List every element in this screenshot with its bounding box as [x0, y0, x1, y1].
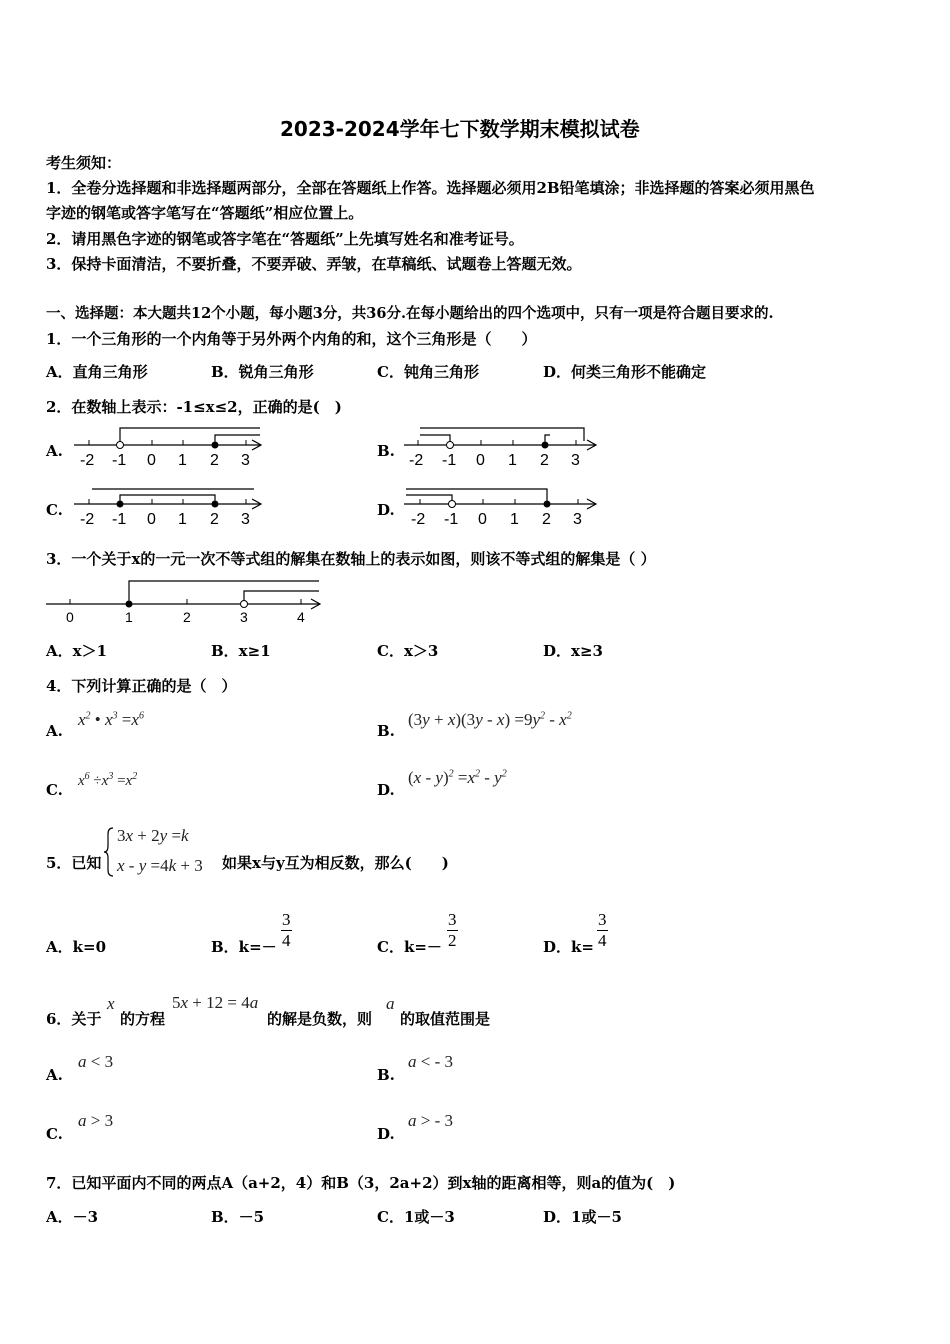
numerator: 3 [282, 910, 291, 929]
q3-option-a[interactable]: A．x＞1 [46, 642, 108, 660]
q6-expression-c: a > 3 [78, 1111, 114, 1130]
denominator: 2 [448, 931, 457, 950]
q6-variable-a: a [386, 994, 395, 1013]
q7-option-d[interactable]: D．1或－5 [543, 1208, 622, 1226]
tick: 3 [573, 511, 582, 528]
q6-label-c[interactable]: C. [46, 1125, 63, 1143]
tick: 0 [147, 452, 156, 469]
q2-stem: 2．在数轴上表示：-1≤x≤2，正确的是( ) [46, 398, 342, 416]
tick: -1 [444, 511, 459, 528]
numerator: 3 [598, 910, 607, 929]
q2-label-b[interactable]: B. [377, 442, 395, 460]
q5-fraction-c [447, 910, 458, 951]
q7-option-b[interactable]: B．－5 [211, 1208, 265, 1226]
tick: 3 [241, 511, 250, 528]
q6-part-2: 的方程 [120, 1010, 166, 1028]
tick: -2 [409, 452, 424, 469]
q4-expression-a: $x^2$ • $x^3 =x^6$ [78, 710, 144, 729]
tick: 0 [478, 511, 487, 528]
q7-stem: 7．已知平面内不同的两点A（a+2，4）和B（3，2a+2）到x轴的距离相等，则a的值为( ) [46, 1174, 676, 1192]
q3-numberline [44, 578, 324, 626]
q4-expression-c: $x^6 \div x^3 =x^2$ [78, 771, 138, 789]
q2-label-c[interactable]: C. [46, 501, 63, 519]
q6-label-d[interactable]: D. [377, 1125, 395, 1143]
q5-fraction-d [597, 910, 608, 951]
tick: 3 [571, 452, 580, 469]
q6-part-3: 的解是负数，则 [267, 1010, 373, 1028]
q6-part-1: 6．关于 [46, 1010, 102, 1028]
tick: 0 [147, 511, 156, 528]
notice-heading: 考生须知： [46, 154, 122, 172]
tick: -1 [112, 452, 127, 469]
q5-equation-2: x - y =4k + 3 [117, 856, 203, 875]
q6-label-a[interactable]: A. [46, 1066, 63, 1084]
denominator: 4 [282, 931, 291, 950]
q2-numberline-b [402, 425, 602, 470]
q4-stem: 4．下列计算正确的是（ ） [46, 677, 237, 695]
tick: 0 [476, 452, 485, 469]
q5-option-a[interactable]: A．k=0 [46, 938, 107, 956]
tick: 2 [540, 452, 549, 469]
q5-stem-suffix: 如果x与y互为相反数，那么( ) [222, 854, 449, 872]
tick: 3 [240, 609, 248, 625]
notice-line-1: 1．全卷分选择题和非选择题两部分，全部在答题纸上作答。选择题必须用2B铅笔填涂；非选择题的答案必须用黑色 [46, 179, 815, 197]
tick: 1 [508, 452, 517, 469]
q3-option-c[interactable]: C．x＞3 [377, 642, 439, 660]
tick: 2 [542, 511, 551, 528]
q5-equation-1: 3x + 2y =k [117, 826, 189, 845]
q1-option-b[interactable]: B．锐角三角形 [211, 363, 314, 381]
q6-part-4: 的取值范围是 [400, 1010, 491, 1028]
q7-option-c[interactable]: C．1或－3 [377, 1208, 455, 1226]
notice-line-3: 3．保持卡面清洁，不要折叠，不要弄破、弄皱，在草稿纸、试题卷上答题无效。 [46, 255, 582, 273]
page-title: 2023-2024学年七下数学期末模拟试卷 [280, 117, 640, 141]
tick: 3 [241, 452, 250, 469]
q6-expression-b: a < - 3 [408, 1052, 453, 1071]
q1-option-c[interactable]: C．钝角三角形 [377, 363, 479, 381]
notice-line-1b: 字迹的钢笔或答字笔写在“答题纸”相应位置上。 [46, 204, 364, 222]
q4-label-a[interactable]: A. [46, 722, 63, 740]
q4-label-c[interactable]: C. [46, 781, 63, 799]
q5-option-d[interactable]: D．k= [543, 938, 594, 956]
q5-fraction-b [281, 910, 292, 951]
q4-label-b[interactable]: B. [377, 722, 395, 740]
q3-option-d[interactable]: D．x≥3 [543, 642, 603, 660]
tick: -2 [80, 452, 95, 469]
tick: 1 [178, 452, 187, 469]
q6-expression-d: a > - 3 [408, 1111, 453, 1130]
q2-numberline-a [72, 425, 272, 470]
q2-numberline-d [402, 484, 602, 529]
tick: 1 [510, 511, 519, 528]
q3-option-b[interactable]: B．x≥1 [211, 642, 271, 660]
q2-label-d[interactable]: D. [377, 501, 395, 519]
q5-option-b[interactable]: B．k=－ [211, 938, 277, 956]
tick: 1 [125, 609, 133, 625]
tick: -1 [112, 511, 127, 528]
tick: 2 [183, 609, 191, 625]
q1-stem: 1．一个三角形的一个内角等于另外两个内角的和，这个三角形是（ ） [46, 330, 537, 348]
q5-stem-prefix: 5．已知 [46, 854, 102, 872]
q5-left-brace [103, 826, 115, 878]
q6-expression-a: a < 3 [78, 1052, 114, 1071]
tick: -2 [80, 511, 95, 528]
q4-expression-b: $(3y + x)(3y - x) =9y^2 - x^2$ [408, 710, 572, 729]
numerator: 3 [448, 910, 457, 929]
denominator: 4 [598, 931, 607, 950]
tick: -2 [411, 511, 426, 528]
q2-label-a[interactable]: A. [46, 442, 63, 460]
tick: 2 [210, 452, 219, 469]
q5-option-c[interactable]: C．k=－ [377, 938, 442, 956]
notice-line-2: 2．请用黑色字迹的钢笔或答字笔在“答题纸”上先填写姓名和准考证号。 [46, 230, 524, 248]
q1-option-a[interactable]: A．直角三角形 [46, 363, 148, 381]
tick: 1 [178, 511, 187, 528]
tick: -1 [442, 452, 457, 469]
q3-stem: 3．一个关于x的一元一次不等式组的解集在数轴上的表示如图，则该不等式组的解集是（ ） [46, 550, 656, 568]
q7-option-a[interactable]: A．－3 [46, 1208, 99, 1226]
section-1-heading: 一、选择题：本大题共12个小题，每小题3分，共36分.在每小题给出的四个选项中，只有一项是符合题目要求的. [46, 305, 774, 322]
tick: 4 [297, 609, 305, 625]
q2-numberline-c [72, 484, 272, 529]
q4-label-d[interactable]: D. [377, 781, 395, 799]
q6-variable-x: x [107, 994, 115, 1013]
q1-option-d[interactable]: D．何类三角形不能确定 [543, 363, 707, 381]
tick: 2 [210, 511, 219, 528]
q6-label-b[interactable]: B. [377, 1066, 395, 1084]
q6-equation: 5x + 12 = 4a [172, 993, 259, 1012]
tick: 0 [66, 609, 74, 625]
q4-expression-d: $(x - y)^2 =x^2 - y^2$ [408, 768, 507, 787]
